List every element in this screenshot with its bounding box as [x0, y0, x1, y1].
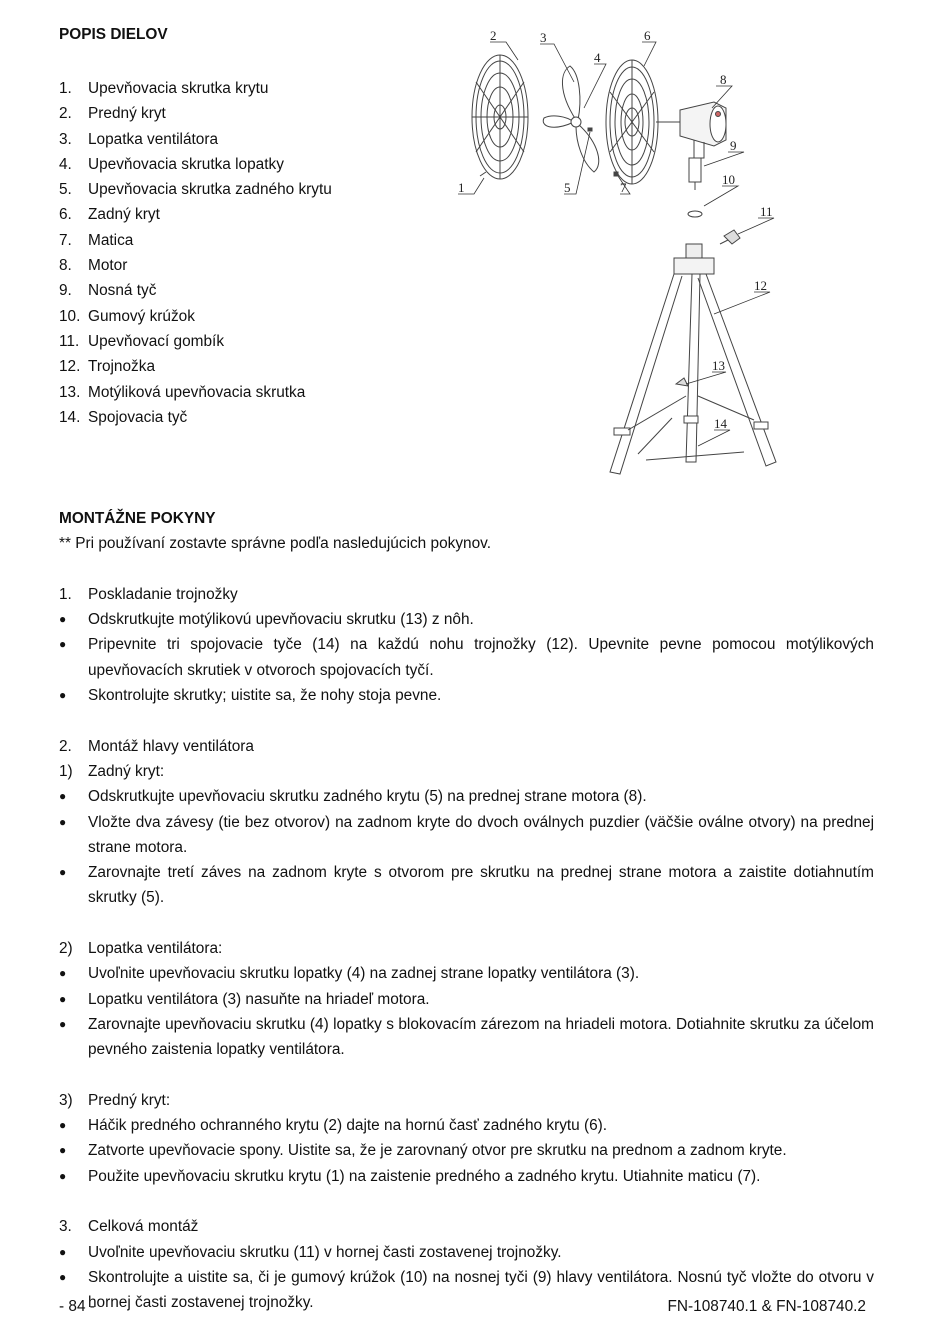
guard-screw-drawing	[480, 172, 486, 176]
rear-guard-drawing	[606, 60, 658, 184]
diagram-label: 6	[644, 28, 651, 43]
list-item: ● Zatvorte upevňovacie spony. Uistite sa, že je zarovnaný otvor pre skrutku na prednom a zadnom kryte.	[59, 1142, 787, 1160]
page-number: - 84 -	[59, 1298, 95, 1315]
part-label: Matica	[88, 231, 134, 249]
diagram-label: 9	[730, 138, 737, 153]
motor-drawing	[656, 102, 726, 190]
list-item	[59, 253, 332, 278]
parts-heading: POPIS DIELOV	[59, 26, 168, 43]
part-number: 4.	[59, 155, 72, 173]
list-item	[59, 354, 332, 379]
list-item	[59, 278, 332, 303]
part-label: Zadný kryt	[88, 206, 160, 224]
list-item	[59, 127, 332, 152]
part-label: Upevňovacia skrutka lopatky	[88, 155, 284, 173]
list-item	[59, 228, 332, 253]
part-number: 5.	[59, 181, 72, 199]
diagram-label: 12	[754, 278, 767, 293]
tripod-drawing	[610, 244, 776, 474]
diagram-label: 14	[714, 416, 727, 431]
part-number: 2.	[59, 105, 72, 123]
part-label: Upevňovacia skrutka zadného krytu	[88, 181, 332, 199]
knob-drawing	[720, 230, 740, 244]
part-number: 12.	[59, 358, 81, 376]
part-number: 1.	[59, 80, 72, 97]
list-item: ● Použite upevňovaciu skrutku krytu (1) na zaistenie predného a zadného krytu. Utiahnite maticu (7).	[59, 1167, 761, 1185]
list-item: ● Pripevnite tri spojovacie tyče (14) na každú nohu trojnožky (12). Upevnite pevne pomocou motýlikových upevňovacích skrutiek v otvoroch spojovacích tyčí.	[59, 636, 874, 679]
substep-heading: 3) Predný kryt:	[59, 1091, 171, 1109]
rubber-ring-drawing	[688, 211, 702, 217]
diagram-label: 7	[620, 180, 627, 195]
diagram-label: 11	[760, 204, 773, 219]
part-label: Lopatka ventilátora	[88, 130, 219, 148]
list-item	[59, 405, 332, 430]
part-number: 11.	[59, 332, 80, 350]
list-item: ● Odskrutkujte motýlikovú upevňovaciu skrutku (13) z nôh.	[59, 611, 474, 629]
list-item: ● Háčik predného ochranného krytu (2) dajte na hornú časť zadného krytu (6).	[59, 1117, 608, 1135]
part-number: 8.	[59, 257, 72, 275]
assembly-instructions	[59, 506, 874, 1316]
fan-blade-drawing	[543, 66, 599, 172]
diagram-label: 10	[722, 172, 735, 187]
substep-heading: 1) Zadný kryt:	[59, 762, 165, 780]
list-item: ● Skontrolujte skrutky; uistite sa, že nohy stoja pevne.	[59, 687, 442, 705]
model-number: FN-108740.1 & FN-108740.2	[667, 1298, 866, 1315]
diagram-label: 1	[458, 180, 465, 195]
part-number: 13.	[59, 383, 81, 401]
list-item: ● Lopatku ventilátora (3) nasuňte na hriadeľ motora.	[59, 990, 430, 1008]
part-label: Predný kryt	[88, 105, 166, 123]
substep-heading: 2) Lopatka ventilátora:	[59, 940, 223, 958]
diagram-label: 8	[720, 72, 727, 87]
list-item	[59, 202, 332, 227]
list-item: ● Uvoľnite upevňovaciu skrutku lopatky (4) na zadnej strane lopatky ventilátora (3).	[59, 965, 640, 983]
nut-drawing	[614, 172, 618, 176]
list-item: ● Odskrutkujte upevňovaciu skrutku zadného krytu (5) na prednej strane motora (8).	[59, 788, 647, 806]
diagram-label: 2	[490, 28, 497, 43]
list-item	[59, 76, 332, 101]
diagram-labels	[458, 28, 773, 431]
diagram-label: 5	[564, 180, 571, 195]
assembly-heading: MONTÁŽNE POKYNY	[59, 510, 216, 527]
part-label: Trojnožka	[88, 358, 156, 376]
part-number: 9.	[59, 282, 72, 300]
assembly-intro: ** Pri používaní zostavte správne podľa nasledujúcich pokynov.	[59, 535, 491, 553]
list-item	[59, 101, 332, 126]
fan-exploded-diagram	[448, 22, 784, 492]
list-item: ● Uvoľnite upevňovaciu skrutku (11) v hornej časti zostavenej trojnožky.	[59, 1243, 562, 1261]
list-item: ● Skontrolujte a uistite sa, či je gumový krúžok (10) na nosnej tyči (9) hlavy ventilátora. Nosnú tyč vložte do otvoru v hornej časti zostavenej trojnožky.	[59, 1268, 874, 1312]
part-label: Gumový krúžok	[88, 307, 195, 325]
part-number: 3.	[59, 130, 72, 148]
list-item	[59, 304, 332, 329]
rear-guard-screw-drawing	[588, 128, 592, 131]
list-item: ● Zarovnajte tretí záves na zadnom kryte s otvorom pre skrutku na prednej strane motora a zaistite dotiahnutím skrutky (5).	[59, 864, 874, 907]
part-label: Upevňovací gombík	[88, 332, 225, 350]
list-item: ● Zarovnajte upevňovaciu skrutku (4) lopatky s blokovacím zárezom na hriadeli motora. Dotiahnite skrutku za účelom pevného zaistenia lopatky ventilátora.	[59, 1015, 874, 1059]
list-item	[59, 329, 332, 354]
list-item	[59, 177, 332, 202]
part-label: Nosná tyč	[88, 282, 157, 300]
step-heading: 3. Celková montáž	[59, 1218, 199, 1236]
part-number: 6.	[59, 206, 72, 224]
page-footer	[59, 1294, 866, 1319]
part-label: Upevňovacia skrutka krytu	[88, 80, 269, 97]
list-item	[59, 152, 332, 177]
front-guard-drawing	[472, 55, 528, 179]
diagram-label: 3	[540, 30, 547, 45]
part-number: 10.	[59, 307, 81, 325]
part-number: 14.	[59, 408, 81, 426]
list-item: ● Vložte dva závesy (tie bez otvorov) na zadnom kryte do dvoch oválnych puzdier (väčšie oválne otvory) na prednej strane motora.	[59, 813, 874, 856]
part-label: Motýliková upevňovacia skrutka	[88, 383, 306, 401]
part-number: 7.	[59, 231, 72, 249]
part-label: Spojovacia tyč	[88, 408, 188, 426]
list-item	[59, 380, 332, 405]
step-heading: 1. Poskladanie trojnožky	[59, 585, 238, 603]
diagram-label: 13	[712, 358, 725, 373]
step-heading: 2. Montáž hlavy ventilátora	[59, 737, 254, 755]
diagram-label: 4	[594, 50, 601, 65]
parts-list	[59, 76, 332, 430]
part-label: Motor	[88, 257, 128, 275]
